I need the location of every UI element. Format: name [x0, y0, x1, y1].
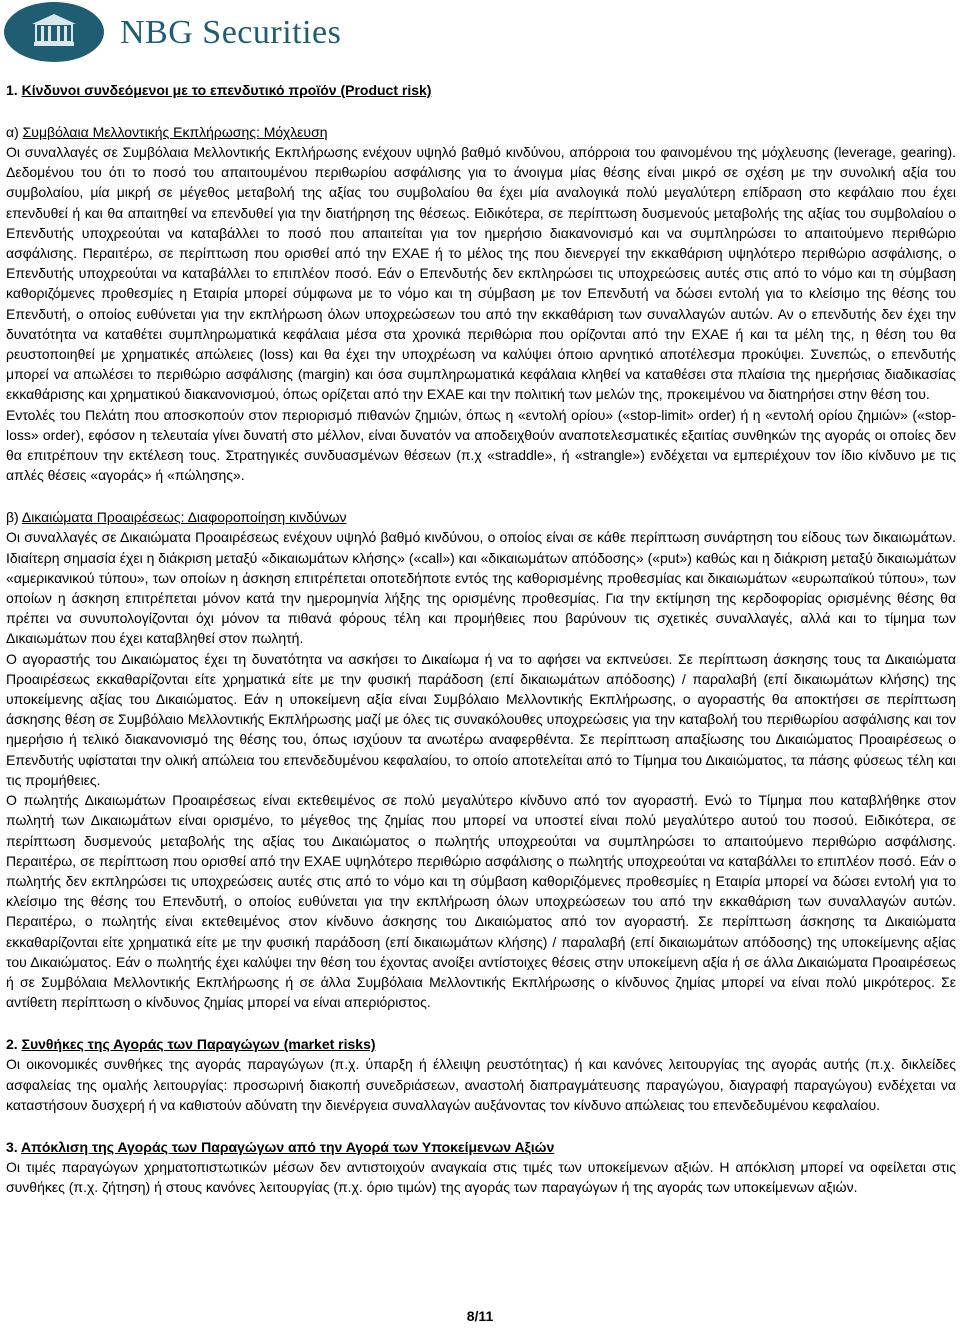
section-3-number: 3. — [6, 1138, 22, 1155]
section-2-title: Συνθήκες της Αγοράς των Παραγώγων (market risks) — [21, 1036, 376, 1053]
paragraph: Οι συναλλαγές σε Δικαιώματα Προαιρέσεως ενέχουν υψηλό βαθμό κινδύνου, ο οποίος είναι σε κάθε περίπτωση συνάρτηση του είδους των δικαιωμάτων. Ιδιαίτερη σημασία έχει η διάκριση μεταξύ «δικαιωμάτων κλήσης» («call») και «δικαιωμάτων απόδοσης» («put») καθώς και η διάκριση μεταξύ δικαιωμάτων «αμερικανικού τύπου», των οποίων η άσκηση επιτρέπεται οποτεδήποτε εντός της καθορισμένης προθεσμίας και δικαιωμάτων «ευρωπαϊκού τύπου», των οποίων η άσκηση επιτρέπεται μόνον κατά την ημερομηνία λήξης της ορισμένης προθεσμίας. Για την εκτίμηση της κερδοφορίας ορισμένης θέσης θα πρέπει να συνυπολογίζονται όχι μόνον τα πιθανά φόρους τέλη και προμήθειες που βαρύνουν τις σχετικές συναλλαγές, αλλά και το τίμημα των Δικαιωμάτων που έχει καταβληθεί στον πωλητή. — [6, 529, 956, 647]
paragraph: Εντολές του Πελάτη που αποσκοπούν στον περιορισμό πιθανών ζημιών, όπως η «εντολή ορίου» («stop-limit» order) ή η «εντολή ορίου ζημιών» («stop-loss» order), εφόσον η τελευταία γίνει δυνατή στο μέλλον, είναι δυνατόν να αποδειχθούν αναποτελεσματικές εξαιτίας συνθηκών της αγοράς οι οποίες δεν θα επιτρέπουν την εκτέλεση τους. Στρατηγικές συνδυασμένων θέσεων (π.χ «straddle», ή «strangle») ενδέχεται να εμπεριέχουν τον ίδιο κίνδυνο με τις απλές θέσεις «αγοράς» ή «πώλησης». — [6, 406, 956, 484]
subsection-a-heading — [6, 122, 956, 142]
section-1-title: Κίνδυνοι συνδεόμενοι με το επενδυτικό προϊόν (Product risk) — [21, 82, 432, 98]
subsection-a-title: Συμβόλαια Μελλοντικής Εκπλήρωσης: Μόχλευση — [22, 124, 328, 140]
page-header — [0, 0, 960, 70]
section-3-heading — [6, 1137, 956, 1157]
paragraph: Ο πωλητής Δικαιωμάτων Προαιρέσεως είναι εκτεθειμένος σε πολύ μεγαλύτερο κίνδυνο από τον αγοραστή. Ενώ το Τίμημα που καταβλήθηκε στον πωλητή των Δικαιωμάτων είναι ορισμένο, το μέγεθος της ζημίας που μπορεί να υποστεί είναι πολύ μεγαλύτερο αυτού του ποσού. Ειδικότερα, σε περίπτωση δυσμενούς μεταβολής της αξίας του Δικαιώματος ο πωλητής υποχρεούται να συμπληρώσει το απαιτούμενο περιθώριο ασφάλισης. Περαιτέρω, σε περίπτωση που ορισθεί από την ΕΧΑΕ υψηλότερο περιθώριο ασφάλισης ο πωλητής υποχρεούται να καταβάλλει το επιπλέον ποσό. Εάν ο πωλητής δεν εκπληρώσει τις υποχρεώσεις αυτές στις από το νόμο και τη σύμβαση καθοριζόμενες προθεσμίες η Εταιρία μπορεί να δώσει εντολή για το κλείσιμο της θέσης του Επενδυτή, ο οποίος ευθύνεται για την εκπλήρωση όλων υποχρεώσεων του από την εκκαθάριση των συναλλαγών αυτών. Περαιτέρω, ο πωλητής είναι εκτεθειμένος στον κίνδυνο άσκησης του Δικαιώματος από τον αγοραστή. Σε περίπτωση άσκησης τα Δικαιώματα εκκαθαρίζονται είτε χρηματικά είτε με την φυσική παράδοση (επί δικαιωμάτων κλήσης) / παραλαβή (επί δικαιωμάτων απόδοσης) της υποκείμενης αξίας του Δικαιώματος. Εάν ο πωλητής έχει καλύψει την θέση του έχοντας ανοίξει αντίστοιχες θέσεις στην υποκείμενη αξία ή σε άλλα Δικαιώματα Προαιρέσεως ή σε Συμβόλαια Μελλοντικής Εκπλήρωσης ή σε άλλα Συμβόλαια Μελλοντικής Εκπλήρωσης ο κίνδυνος ζημίας μπορεί να είναι πολύ μικρότερος. Σε αντίθετη περίπτωση ο κίνδυνος ζημίας μπορεί να είναι απεριόριστος. — [6, 792, 956, 1011]
paragraph: Οι οικονομικές συνθήκες της αγοράς παραγώγων (π.χ. ύπαρξη ή έλλειψη ρευστότητας) ή και κανόνες λειτουργίας της αγοράς αυτής (π.χ. δικλείδες ασφαλείας της ομαλής λειτουργίας: προσωρινή διακοπή συνεδριάσεων, αναστολή διαπραγμάτευσης παραγώγου, διαγραφή παραγώγου) ενδέχεται να καταστήσουν δυσχερή ή να καθιστούν αδύνατη την διενέργεια συναλλαγών αυξάνοντας τον κίνδυνο απώλειας του επενδεδυμένου κεφαλαίου. — [6, 1056, 956, 1113]
section-2-number: 2. — [6, 1036, 22, 1053]
subsection-b-prefix: β) — [6, 509, 22, 526]
section-1-number: 1. — [6, 82, 18, 98]
logo-text: NBG Securities — [120, 14, 342, 51]
page-number: 8/11 — [466, 1308, 494, 1324]
section-1-heading — [6, 80, 956, 100]
paragraph: Οι συναλλαγές σε Συμβόλαια Μελλοντικής Εκπλήρωσης ενέχουν υψηλό βαθμό κινδύνου, απόρροια του φαινομένου της μόχλευσης (leverage, gearing). Δεδομένου του ότι το ποσό του απαιτουμένου περιθωρίου ασφάλισης για το άνοιγμα μίας θέσης είναι μικρό σε σχέση με την συνολική αξία του συμβολαίου, μία μικρή σε μέγεθος μεταβολή της αξίας του συμβολαίου θα έχει μία αναλογικά πολύ μεγαλύτερη επίδραση στο κεφάλαιο που έχει επενδυθεί ή και θα απαιτηθεί να επενδυθεί για την διατήρηση της θέσεως. Ειδικότερα, σε περίπτωση δυσμενούς μεταβολής της αξίας του συμβολαίου ο Επενδυτής υποχρεούται να καταβάλλει το ποσό που απαιτείται για τον ημερήσιο διακανονισμό και να συμπληρώσει το απαιτούμενο περιθώριο ασφάλισης. Περαιτέρω, σε περίπτωση που ορισθεί από την ΕΧΑΕ ή το μέλος της που διενεργεί την εκκαθάριση υψηλότερο περιθώριο ασφάλισης, ο Επενδυτής υποχρεούται να καταβάλλει το επιπλέον ποσό. Εάν ο Επενδυτής δεν εκπληρώσει τις υποχρεώσεις αυτές στις από το νόμο και τη σύμβαση καθοριζόμενες προθεσμίες η Εταιρία μπορεί σύμφωνα με το νόμο και τη σύμβαση με τον Επενδυτή να δώσει εντολή για το κλείσιμο της θέσης του Επενδυτή, ο οποίος ευθύνεται για την εκπλήρωση όλων υποχρεώσεων του από την εκκαθάριση των συναλλαγών αυτών. Αν ο επενδυτής δεν έχει την δυνατότητα να καταθέτει συμπληρωματικά κεφάλαια μέσα στα χρονικά περιθώρια που ορίζονται από την ΕΧΑΕ ή και τα μέλη της, η θέση του θα ρευστοποιηθεί με χρηματικές απώλειες (loss) και θα έχει την υποχρέωση να καλύψει όποιο αρνητικό αποτέλεσμα προκύψει. Συνεπώς, ο επενδυτής μπορεί να απωλέσει το περιθώριο ασφάλισης (margin) και όσα συμπληρωματικά κεφάλαια κληθεί να καταθέσει στα πλαίσια της ημερήσιας διαδικασίας εκκαθάρισης και χρηματικού διακανονισμού, όπως ορίζεται από την ΕΧΑΕ και την πολιτική των μελών της, προκειμένου να διατηρήσει στην θέση του. — [6, 144, 956, 403]
section-2-heading — [6, 1034, 956, 1054]
subsection-b-title: Δικαιώματα Προαιρέσεως: Διαφοροποίηση κινδύνων — [21, 509, 347, 526]
paragraph: Ο αγοραστής του Δικαιώματος έχει τη δυνατότητα να ασκήσει το Δικαίωμα ή να το αφήσει να εκπνεύσει. Σε περίπτωση άσκησης τους τα Δικαιώματα Προαιρέσεως εκκαθαρίζονται είτε χρηματικά είτε με την φυσική παράδοση (επί δικαιωμάτων απόδοσης) / παραλαβή (επί δικαιωμάτων κλήσης) της υποκείμενης αξίας του Δικαιώματος. Εάν η υποκείμενη αξία είναι Συμβόλαιο Μελλοντικής Εκπλήρωσης, ο αγοραστής θα αποκτήσει σε περίπτωση άσκησης θέση σε Συμβόλαιο Μελλοντικής Εκπλήρωσης μαζί με όλες τις συνακόλουθες υποχρεώσεις για την καταβολή του περιθωρίου ασφάλισης και τον ημερήσιο ή τελικό διακανονισμό της θέσης του, όπως ισχύουν τα ανωτέρω αναφερθέντα. Σε περίπτωση απαξίωσης του Δικαιώματος Προαιρέσεως ο Επενδυτής υφίσταται την ολική απώλεια του επενδεδυμένου κεφαλαίου, το οποίο αποτελείται από το Τίμημα του Δικαιώματος, τα πάσης φύσεως τέλη και τις προμήθειες. — [6, 650, 956, 788]
subsection-b-heading — [6, 507, 956, 527]
section-3-title: Απόκλιση της Αγοράς των Παραγώγων από την Αγορά των Υποκείμενων Αξιών — [21, 1138, 555, 1155]
paragraph: Οι τιμές παραγώγων χρηματοπιστωτικών μέσων δεν αντιστοιχούν αναγκαία στις τιμές των υποκείμενων αξιών. Η απόκλιση μπορεί να οφείλεται στις συνθήκες (π.χ. ζήτηση) ή στους κανόνες λειτουργίας (π.χ. όριο τιμών) της αγοράς των παραγώγων ή της αγοράς των υποκείμενων αξιών. — [6, 1158, 956, 1196]
document-body — [6, 80, 956, 1197]
subsection-a-prefix: α) — [6, 124, 23, 140]
nbg-building-emblem-icon — [4, 2, 104, 62]
